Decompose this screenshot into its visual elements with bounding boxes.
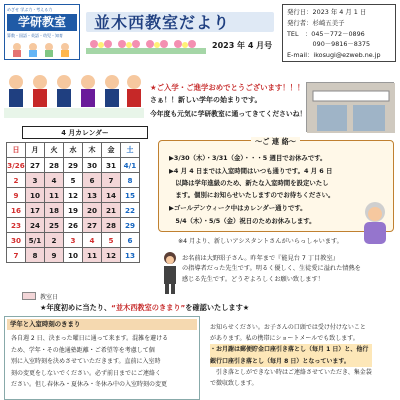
- calendar-day: 11: [83, 248, 102, 263]
- greeting-headline: ★ご入学・ご進学おめでとうございます！！！: [150, 83, 305, 92]
- calendar-day: 30: [7, 233, 26, 248]
- calendar-week: [7, 188, 140, 203]
- rules-banner-pre: ★年度初めに当たり、: [40, 303, 112, 312]
- calendar-day: 6: [121, 233, 140, 248]
- students-illustration-icon: [4, 68, 144, 118]
- notice-line: ▶3/30（木）・3/31（金）・・・5 週目でお休みです。: [169, 154, 327, 162]
- calendar-week: [7, 218, 140, 233]
- calendar-day: 9: [45, 248, 64, 263]
- april-calendar: [6, 142, 140, 263]
- calendar-day: 12: [102, 248, 121, 263]
- logo-tagline: めざせ 学ぶ力・考える力: [7, 7, 53, 12]
- logo-name: 学研教室: [7, 14, 77, 31]
- legend-label: 教室日: [40, 294, 59, 301]
- calendar-day: 8: [26, 248, 45, 263]
- info-date: 発行日：2023 年 4 月 1 日: [287, 8, 367, 16]
- calendar-week: [7, 203, 140, 218]
- calendar-day: 30: [83, 158, 102, 173]
- rules-banner-highlight: “並木西教室のきまり”: [111, 303, 186, 312]
- calendar-day: 14: [102, 188, 121, 203]
- rules-banner: [40, 303, 396, 313]
- calendar-day: 26: [64, 218, 83, 233]
- calendar-day: 6: [83, 173, 102, 188]
- calendar-day: 8: [121, 173, 140, 188]
- info-email[interactable]: E-mail：ikosugi@ezweb.ne.jp: [287, 51, 381, 60]
- calendar-header-row: [7, 143, 140, 158]
- calendar-day: 5/1: [26, 233, 45, 248]
- notice-line: ▶4 月 4 日までは入室時間はいつも通りです。4 月 6 日: [169, 167, 333, 175]
- rules-line: 別に入室時刻を決めさせていただきます。直前に入室時: [11, 358, 161, 365]
- calendar-day: 12: [64, 188, 83, 203]
- calendar-weekday: 水: [64, 143, 83, 158]
- rules-line: お知らせください。お子さんの口頭では受け付けないこと: [210, 324, 366, 331]
- legend-swatch: [22, 292, 36, 300]
- logo-subline: 算数・国語・英語・幼児・知育: [7, 33, 63, 38]
- rules-line: ため、学年・その他通塾距離・ご希望等を考慮して個: [11, 346, 155, 354]
- calendar-day: 23: [7, 218, 26, 233]
- calendar-day: 22: [121, 203, 140, 218]
- calendar-day: 13: [121, 248, 140, 263]
- page-title: 並木西教室だより: [94, 13, 231, 32]
- calendar-day: 28: [45, 158, 64, 173]
- calendar-day: 28: [102, 218, 121, 233]
- calendar-day: 15: [121, 188, 140, 203]
- assistant-message: [182, 254, 361, 285]
- assistant-line: お名前は大野昭子さん。昨年まで『能見台 7 丁目教室』: [182, 255, 339, 262]
- calendar-day: 19: [64, 203, 83, 218]
- calendar-day: 5: [64, 173, 83, 188]
- calendar-day: 10: [26, 188, 45, 203]
- calendar-day: 4: [83, 233, 102, 248]
- info-mobile: 090－9816－8375: [287, 40, 371, 49]
- calendar-day: 3/26: [7, 158, 26, 173]
- calendar-day: 31: [102, 158, 121, 173]
- notice-line: 5/4（木）・5/5（金）祝日のためお休みします。: [169, 217, 316, 225]
- assistant-line: 感じる先生です。どうぞよろしくお願い致します！: [182, 275, 324, 283]
- assistant-intro: ※4 月より、新しいアシスタントさんがいらっしゃいます。: [178, 238, 343, 245]
- calendar-day: 7: [102, 173, 121, 188]
- calendar-day: 16: [7, 203, 26, 218]
- rules-line: 引き落としができない時はご連絡させていただき、集金袋: [210, 368, 372, 376]
- kids-illustration-icon: [7, 41, 77, 57]
- rules-section-left: [4, 316, 200, 400]
- calendar-day: 20: [83, 203, 102, 218]
- rules-section-heading: 学年と入室時刻のきまり: [7, 319, 197, 330]
- calendar-week: [7, 158, 140, 173]
- calendar-day: 17: [26, 203, 45, 218]
- classroom-photo: [306, 82, 394, 132]
- calendar-day: 18: [45, 203, 64, 218]
- issue-number: 2023 年 4 月号: [212, 41, 273, 50]
- rules-line: 各自週 2 日、決まった曜日に通って来ます。混雑を避ける: [11, 335, 169, 342]
- calendar-day: 29: [121, 218, 140, 233]
- notice-title: ～ご 連 絡～: [251, 137, 300, 147]
- greeting-line: さぁ！！新しい学年の始まりです。: [150, 96, 262, 104]
- calendar-day: 7: [7, 248, 26, 263]
- calendar-day: 4/1: [121, 158, 140, 173]
- rules-line: 刻の変更をしないでください。必ず前日までにご連絡く: [11, 369, 162, 377]
- calendar-weekday: 土: [121, 143, 140, 158]
- info-publisher: 発行者：杉崎五美子: [287, 18, 345, 27]
- newsletter-title-area: [86, 4, 276, 54]
- calendar-week: [7, 233, 140, 248]
- tulips-icon: [86, 36, 206, 54]
- calendar-day: 3: [64, 233, 83, 248]
- calendar-day: 29: [64, 158, 83, 173]
- calendar-day: 25: [45, 218, 64, 233]
- rules-section-body: [11, 333, 168, 391]
- calendar-day: 3: [26, 173, 45, 188]
- assistant-line: の指導者だった先生です。明るく優しく、生徒愛に溢れた情熱を: [182, 265, 361, 273]
- calendar-day: 13: [83, 188, 102, 203]
- rules-line: で徴収致します。: [210, 380, 258, 388]
- calendar-day: 27: [26, 158, 45, 173]
- assistant-illustration-icon: [160, 250, 180, 294]
- notice-line: ▶ゴールデンウィーク中はカレンダー通りです。: [169, 204, 307, 212]
- logo: [4, 4, 80, 60]
- calendar-weekday: 木: [83, 143, 102, 158]
- calendar-day: 9: [7, 188, 26, 203]
- rules-line: ・お月謝は郵便貯金口座引き落とし（毎月 1 日）と、他行: [210, 344, 372, 355]
- calendar-day: 10: [64, 248, 83, 263]
- calendar-weekday: 日: [7, 143, 26, 158]
- greeting-line: 今年度も元気に学研教室に通ってきてくださいね！: [150, 110, 307, 118]
- rules-line: 銀行口座引き落とし（毎月 8 日）となっています。: [210, 356, 372, 367]
- notice-line: ます。個別にお知らせいたしますのでお待ちください。: [169, 191, 335, 199]
- calendar-day: 11: [45, 188, 64, 203]
- calendar-day: 2: [45, 233, 64, 248]
- storefront-icon: [307, 83, 395, 133]
- rules-section-right: [210, 322, 372, 389]
- notice-line: 以降は学年進級のため、新たな入室時間を設定いたし: [169, 179, 329, 187]
- calendar-day: 4: [45, 173, 64, 188]
- calendar-weekday: 月: [26, 143, 45, 158]
- calendar-day: 27: [83, 218, 102, 233]
- publisher-info: [282, 4, 396, 62]
- calendar-week: [7, 248, 140, 263]
- calendar-day: 21: [102, 203, 121, 218]
- calendar-day: 2: [7, 173, 26, 188]
- calendar-weekday: 火: [45, 143, 64, 158]
- teacher-illustration-icon: [356, 200, 394, 244]
- calendar-weekday: 金: [102, 143, 121, 158]
- rules-line: ださい。但し春休み・夏休み・冬休み中の入室時刻の変更: [11, 381, 168, 388]
- calendar-day: 5: [102, 233, 121, 248]
- calendar-week: [7, 173, 140, 188]
- calendar-day: 24: [26, 218, 45, 233]
- calendar-title: 4 月カレンダー: [22, 126, 148, 139]
- info-tel: TEL ：045－772－0896: [287, 29, 365, 38]
- rules-banner-post: を確認いたします★: [185, 303, 250, 312]
- rules-line: があります。私の携帯にショートメールでも致します。: [210, 335, 359, 343]
